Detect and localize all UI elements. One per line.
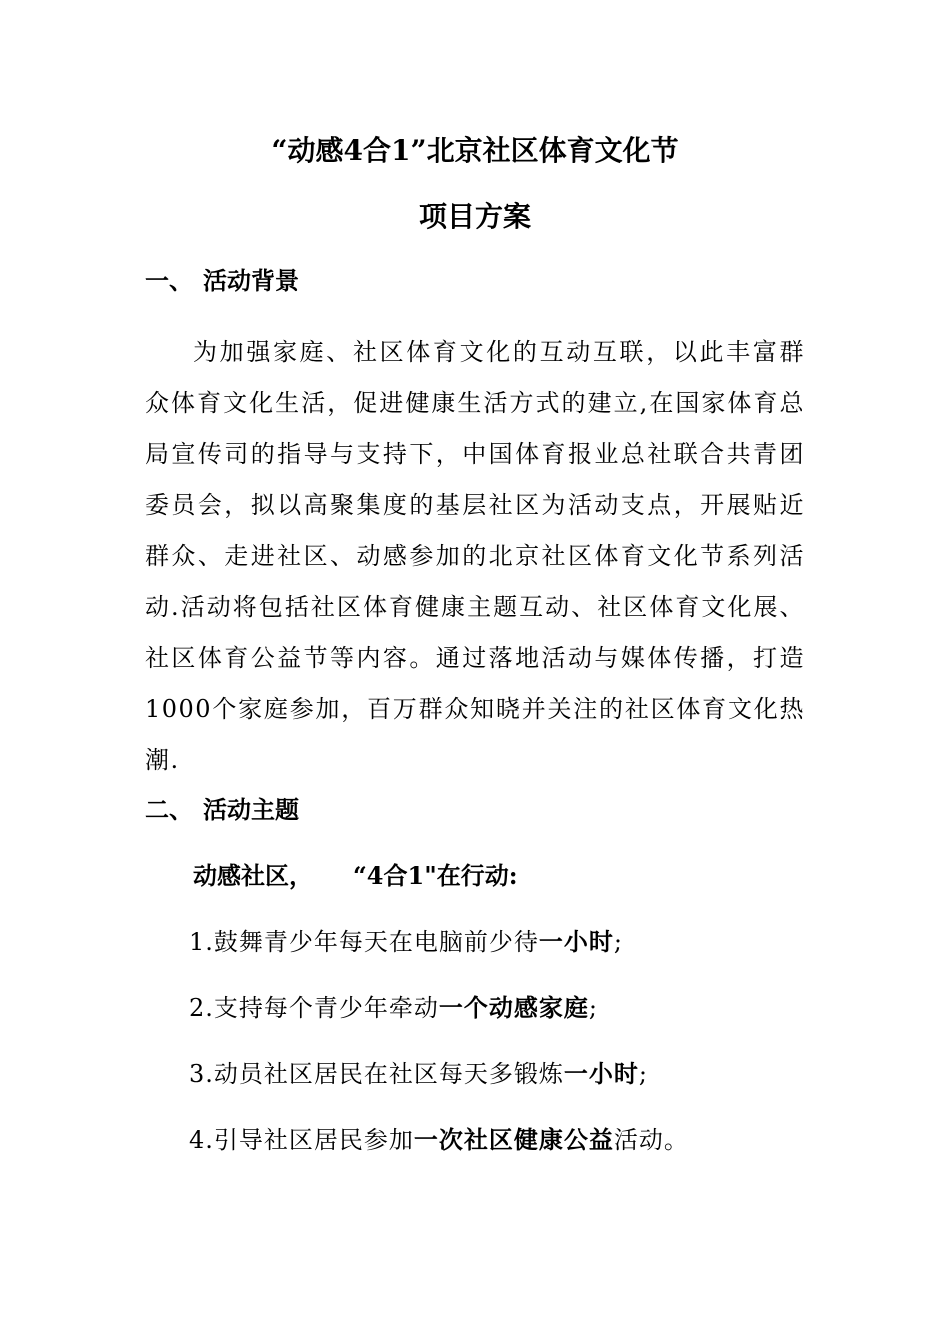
theme-list	[189, 922, 689, 1186]
theme-part: 动感社区，	[193, 861, 313, 890]
section-number: 二、	[145, 795, 193, 824]
section-heading-background	[145, 263, 299, 299]
section-heading-theme	[145, 792, 299, 828]
paragraph-line: 为加强家庭、社区体育文化的互动互联，以此丰富群	[193, 338, 805, 366]
list-item-text: ;	[588, 994, 598, 1022]
list-item-text: 3.动员社区居民在社区每天多锻炼	[189, 1060, 564, 1088]
paragraph-line: 群众、走进社区、动感参加的北京社区体育文化节系列活	[145, 542, 805, 570]
theme-statement	[193, 856, 518, 896]
list-item-emphasis: 一小时	[563, 1059, 639, 1088]
list-item	[189, 1054, 689, 1120]
paragraph-line: 动.活动将包括社区体育健康主题互动、社区体育文化展、	[145, 593, 805, 621]
list-item	[189, 922, 689, 988]
paragraph-line: 潮.	[145, 746, 180, 774]
document-title: “动感4合1”北京社区体育文化节	[271, 134, 679, 167]
theme-part: “4合1"在行动:	[353, 861, 518, 890]
list-item-text: ;	[638, 1060, 648, 1088]
list-item-emphasis: 一次社区健康公益	[413, 1125, 614, 1154]
paragraph-line: 委员会，拟以高聚集度的基层社区为活动支点，开展贴近	[145, 491, 805, 519]
list-item	[189, 988, 689, 1054]
document-subtitle: 项目方案	[418, 200, 531, 233]
list-item	[189, 1120, 689, 1186]
paragraph-line: 局宣传司的指导与支持下，中国体育报业总社联合共青团	[145, 440, 805, 468]
list-item-text: ;	[613, 928, 623, 956]
list-item-text: 1.鼓舞青少年每天在电脑前少待	[189, 928, 539, 956]
paragraph-line: 1000个家庭参加，百万群众知晓并关注的社区体育文化热	[145, 695, 805, 723]
background-paragraph	[145, 327, 805, 786]
paragraph-line: 社区体育公益节等内容。通过落地活动与媒体传播，打造	[145, 644, 805, 672]
section-title: 活动背景	[203, 266, 299, 295]
list-item-text: 活动。	[613, 1126, 689, 1154]
list-item-emphasis: 一个动感家庭	[438, 993, 589, 1022]
list-item-text: 2.支持每个青少年牵动	[189, 994, 439, 1022]
list-item-text: 4.引导社区居民参加	[189, 1126, 414, 1154]
list-item-emphasis: 一小时	[538, 927, 614, 956]
section-number: 一、	[145, 266, 193, 295]
section-title: 活动主题	[203, 795, 299, 824]
paragraph-line: 众体育文化生活，促进健康生活方式的建立,在国家体育总	[145, 389, 805, 417]
